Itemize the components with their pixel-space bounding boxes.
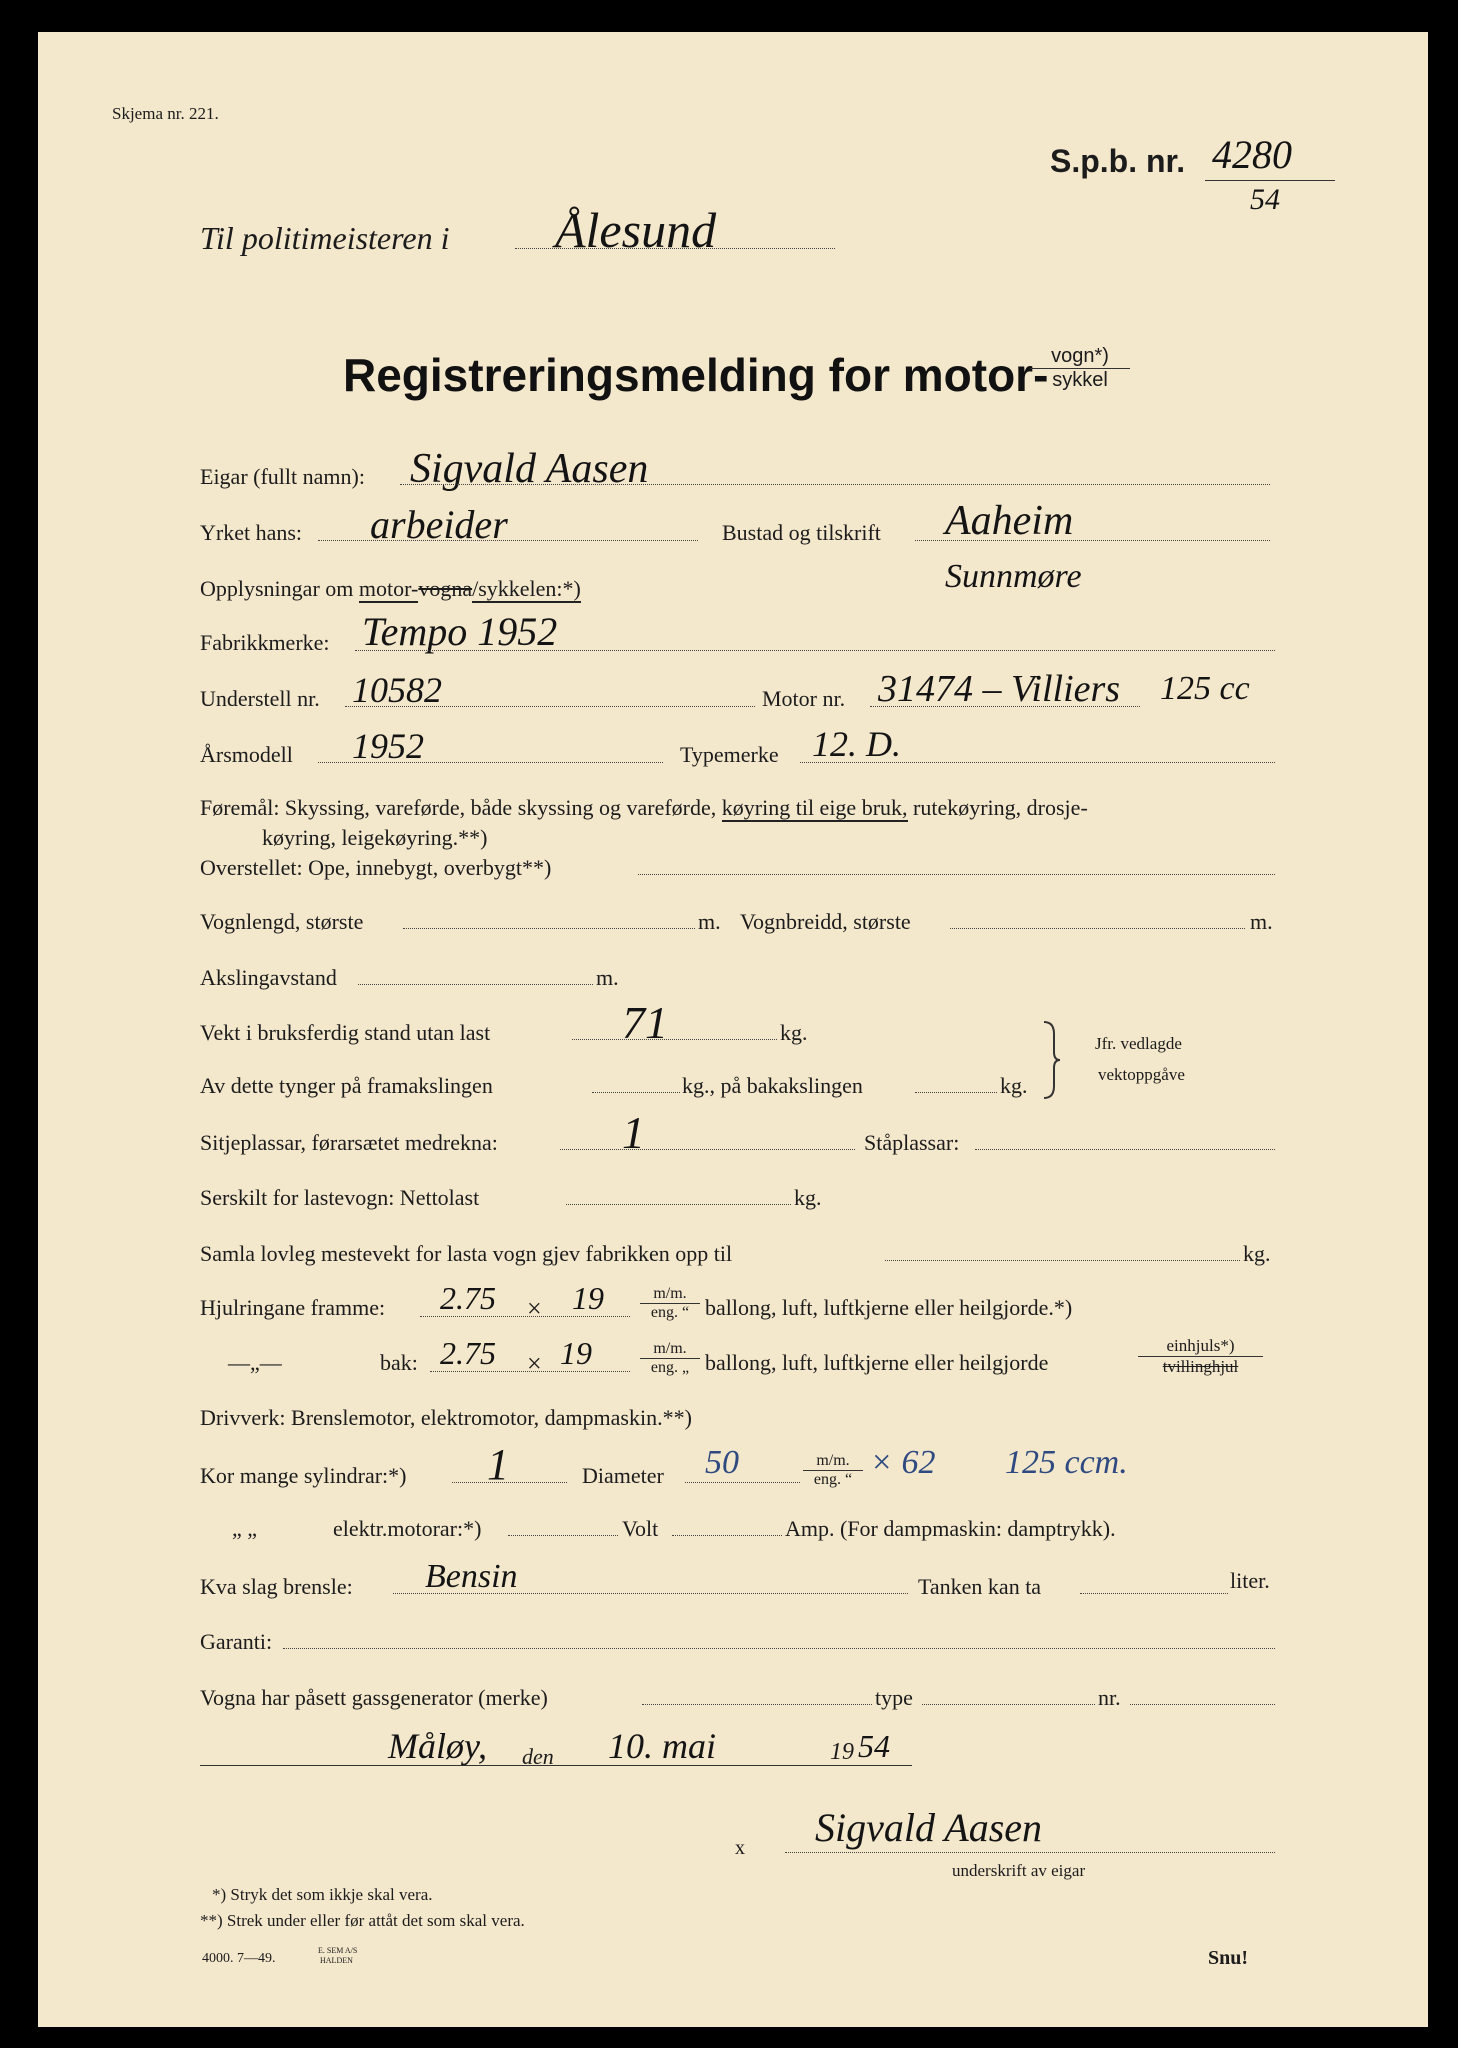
diameter-label: Diameter	[582, 1463, 664, 1488]
wheels-front-a: 2.75	[440, 1280, 496, 1316]
width-unit: m.	[1250, 909, 1273, 934]
purpose-line2: køyring, leigekøyring.**)	[262, 825, 488, 850]
signature-line	[785, 1852, 1275, 1853]
weight-brace	[1040, 1020, 1064, 1100]
gas-nr-line	[1130, 1704, 1275, 1705]
signature-caption: underskrift av eigar	[952, 1861, 1086, 1880]
residence-line	[915, 540, 1270, 541]
axle-label: Akslingavstand	[200, 965, 337, 990]
den-label: den	[522, 1744, 554, 1769]
gas-generator-label: Vogna har påsett gassgenerator (merke)	[200, 1685, 548, 1710]
standing-line	[975, 1149, 1275, 1150]
fuel-value: Bensin	[425, 1558, 518, 1595]
max-weight-line	[885, 1260, 1240, 1261]
addressee-line	[515, 248, 835, 249]
spb-year: 54	[1250, 183, 1280, 216]
diameter-unit	[803, 1452, 863, 1490]
wheels-rear-types: ballong, luft, luftkjerne eller heilgjorde	[705, 1350, 1049, 1375]
title-option-sykkel: sykkel	[1052, 369, 1108, 391]
info-motor: motor-	[358, 576, 419, 601]
diameter-line	[685, 1482, 800, 1483]
title-vehicle-options	[1030, 345, 1130, 392]
weight-ref-line1: Jfr. vedlagde	[1095, 1034, 1182, 1053]
axle-unit: m.	[596, 965, 619, 990]
cargo-label: Serskilt for lastevogn: Nettolast	[200, 1185, 480, 1210]
wheel-config-options	[1138, 1336, 1263, 1376]
wheels-front-x: ×	[527, 1294, 542, 1323]
front-axle-unit: kg., på bakakslingen	[682, 1073, 863, 1098]
info-label	[200, 578, 581, 600]
drive-label: Drivverk: Brenslemotor, elektromotor, dampmaskin.**)	[200, 1405, 692, 1430]
occupation-label: Yrket hans:	[200, 520, 303, 545]
cylinders-value: 1	[487, 1440, 509, 1489]
occupation-line	[318, 540, 698, 541]
elec-label: elektr.motorar:*)	[333, 1516, 482, 1541]
weight-value: 71	[622, 997, 668, 1048]
wheels-front-types: ballong, luft, luftkjerne eller heilgjorde.*)	[705, 1295, 1073, 1320]
wheels-rear-unit	[640, 1340, 700, 1378]
body-line	[638, 874, 1275, 875]
width-line	[950, 928, 1245, 929]
tank-label: Tanken kan ta	[918, 1574, 1042, 1599]
unit-mm-rear: m/m.	[640, 1340, 700, 1359]
make-value: Tempo 1952	[362, 609, 558, 654]
unit-eng-rear: eng. „	[650, 1359, 690, 1377]
cargo-line	[566, 1204, 791, 1205]
elec-ditto: „ „	[232, 1516, 258, 1541]
rear-axle-line	[915, 1092, 997, 1093]
wheel-option-twin: tvillinghjul	[1162, 1356, 1239, 1376]
diam-unit-eng: eng. “	[813, 1471, 853, 1489]
addressee-value: Ålesund	[555, 202, 717, 258]
spb-label: S.p.b. nr.	[1050, 143, 1186, 179]
gas-type-label: type	[875, 1685, 913, 1710]
displacement-value: 125 ccm.	[1005, 1444, 1128, 1481]
addressee-label: Til politimeisteren i	[200, 220, 450, 256]
weight-unit: kg.	[780, 1020, 808, 1045]
unit-mm: m/m.	[640, 1285, 700, 1304]
turn-over-note: Snu!	[1208, 1947, 1249, 1969]
printer-line1: E. SEM A/S	[318, 1946, 358, 1955]
footnote-1: *) Stryk det som ikkje skal vera.	[212, 1885, 433, 1904]
year-prefix: 19	[830, 1739, 854, 1765]
signature-mark: x	[735, 1837, 745, 1859]
info-sykkel: /sykkelen:*)	[472, 576, 581, 601]
seats-label: Sitjeplassar, førarsætet medrekna:	[200, 1130, 498, 1155]
make-line	[355, 650, 1275, 651]
title-option-vogn: vogn*)	[1030, 345, 1130, 369]
length-label: Vognlengd, største	[200, 909, 364, 934]
wheels-front-label: Hjulringane framme:	[200, 1295, 386, 1320]
place-date-line	[200, 1765, 912, 1766]
owner-signature: Sigvald Aasen	[815, 1805, 1043, 1850]
tank-unit: liter.	[1230, 1568, 1270, 1593]
motor-value: 31474 – Villiers	[878, 668, 1121, 710]
motor-label: Motor nr.	[762, 686, 846, 711]
type-line	[800, 762, 1275, 763]
amp-label: Amp. (For dampmaskin: damptrykk).	[785, 1516, 1116, 1541]
seats-line	[560, 1149, 855, 1150]
wheel-option-single: einhjuls*)	[1138, 1336, 1263, 1357]
gas-generator-line	[642, 1704, 872, 1705]
warranty-label: Garanti:	[200, 1629, 273, 1654]
diam-unit-mm: m/m.	[803, 1452, 863, 1471]
signing-date: 10. mai	[608, 1726, 716, 1766]
footnote-2: **) Strek under eller før attåt det som skal vera.	[200, 1911, 525, 1930]
weight-line	[572, 1039, 777, 1040]
schema-number: Skjema nr. 221.	[112, 104, 219, 123]
wheels-rear-a: 2.75	[440, 1335, 496, 1371]
purpose-text	[200, 797, 1088, 819]
form-title: Registreringsmelding for motor-	[343, 349, 1049, 401]
residence-label: Bustad og tilskrift	[722, 520, 881, 545]
owner-label: Eigar (fullt namn):	[200, 464, 365, 489]
length-line	[403, 928, 695, 929]
weight-label: Vekt i bruksferdig stand utan last	[200, 1020, 491, 1045]
print-code: 4000. 7—49.	[202, 1951, 276, 1966]
year-value: 1952	[352, 726, 424, 766]
warranty-line	[283, 1648, 1275, 1649]
gas-nr-label: nr.	[1098, 1685, 1121, 1710]
gas-type-line	[922, 1704, 1095, 1705]
front-axle-line	[592, 1092, 680, 1093]
chassis-line	[345, 706, 755, 707]
type-value: 12. D.	[812, 724, 901, 764]
fuel-label: Kva slag brensle:	[200, 1574, 353, 1599]
purpose-options: Føremål: Skyssing, vareførde, både skyssing og vareførde,	[200, 795, 717, 820]
purpose-options-rest: rutekøyring, drosje-	[913, 795, 1088, 820]
volt-label: Volt	[622, 1516, 659, 1541]
cargo-unit: kg.	[794, 1185, 822, 1210]
year-suffix: 54	[858, 1728, 890, 1764]
length-unit: m.	[698, 909, 721, 934]
motor-cc: 125 cc	[1160, 670, 1250, 707]
year-line	[318, 762, 663, 763]
max-weight-label: Samla lovleg mestevekt for lasta vogn gjev fabrikken opp til	[200, 1241, 733, 1266]
wheels-rear-label: bak:	[380, 1350, 418, 1375]
cylinders-line	[452, 1482, 567, 1483]
owner-value: Sigvald Aasen	[410, 446, 649, 492]
max-weight-unit: kg.	[1243, 1241, 1271, 1266]
seats-value: 1	[622, 1107, 645, 1158]
chassis-label: Understell nr.	[200, 686, 320, 711]
wheels-rear-line	[430, 1371, 630, 1372]
info-prefix: Opplysningar om	[200, 576, 354, 601]
type-label: Typemerke	[680, 742, 779, 767]
wheels-rear-x: ×	[527, 1349, 542, 1378]
wheels-front-b: 19	[572, 1280, 604, 1316]
diameter-value: 50	[705, 1444, 739, 1481]
body-label: Overstellet: Ope, innebygt, overbygt**)	[200, 855, 552, 880]
wheels-front-line	[420, 1316, 630, 1317]
axle-line	[358, 984, 593, 985]
owner-line	[400, 484, 1270, 485]
year-label: Årsmodell	[200, 742, 293, 767]
elec-line	[508, 1535, 618, 1536]
spb-divider	[1205, 180, 1335, 181]
unit-eng: eng. “	[650, 1304, 690, 1322]
info-vogna-struck: vogna	[418, 576, 473, 601]
rear-axle-unit: kg.	[1000, 1073, 1028, 1098]
occupation-value: arbeider	[370, 502, 508, 547]
tank-line	[1080, 1593, 1228, 1594]
make-label: Fabrikkmerke:	[200, 630, 330, 655]
wheels-front-unit	[640, 1285, 700, 1323]
printer-line2: HALDEN	[320, 1956, 353, 1965]
stroke-value: × 62	[870, 1444, 936, 1481]
width-label: Vognbreidd, største	[740, 909, 911, 934]
wheels-rear-b: 19	[560, 1335, 592, 1371]
signing-place: Måløy,	[388, 1726, 487, 1766]
residence-value: Aaheim	[945, 498, 1074, 544]
residence-region: Sunnmøre	[945, 558, 1082, 595]
weight-ref-line2: vektoppgåve	[1098, 1065, 1185, 1084]
spb-number: 4280	[1212, 132, 1292, 177]
motor-line	[870, 706, 1140, 707]
volt-line	[672, 1535, 782, 1536]
fuel-line	[393, 1593, 908, 1594]
wheels-rear-ditto: —„—	[228, 1350, 282, 1375]
cylinders-label: Kor mange sylindrar:*)	[200, 1463, 407, 1488]
front-axle-label: Av dette tynger på framakslingen	[200, 1073, 493, 1098]
chassis-value: 10582	[352, 670, 442, 710]
standing-label: Ståplassar:	[864, 1130, 960, 1155]
purpose-selected: køyring til eige bruk,	[721, 795, 908, 820]
